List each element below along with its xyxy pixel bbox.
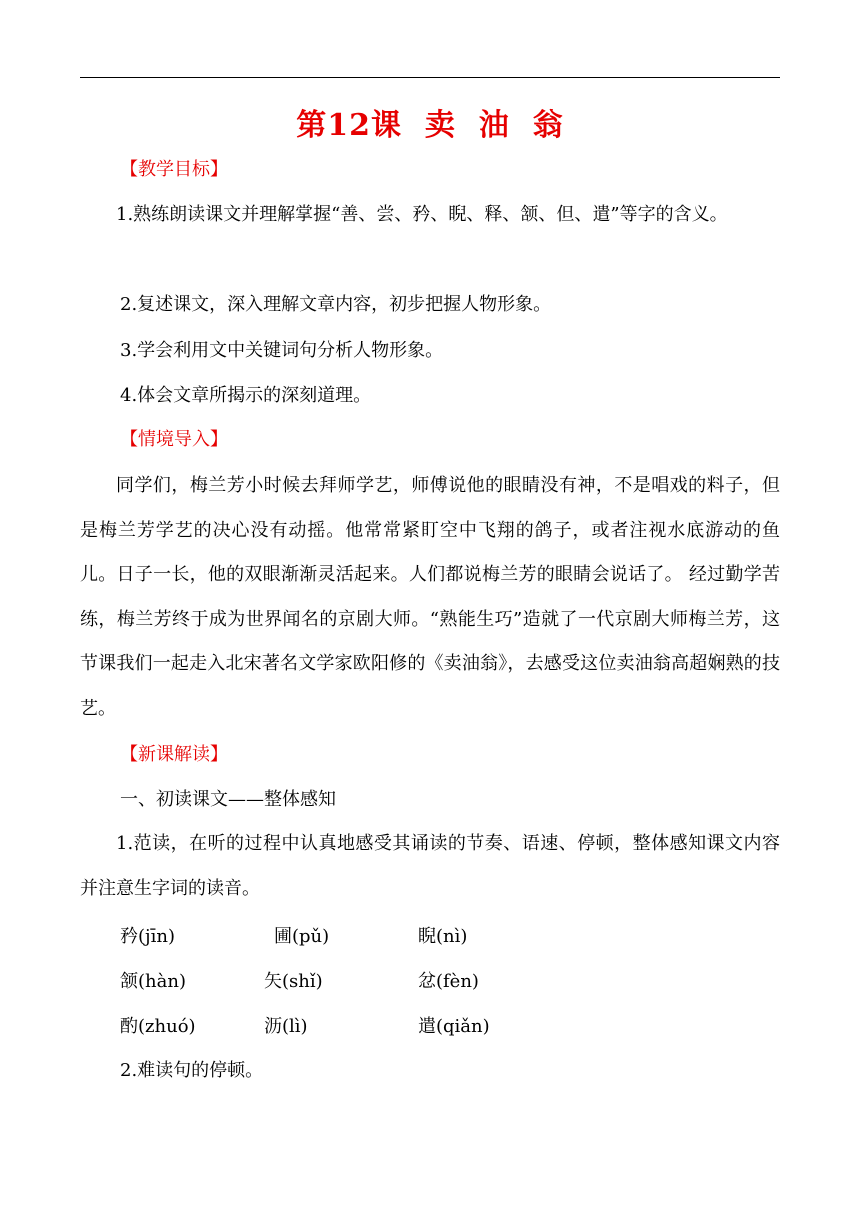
pinyin-item: 圃(pǔ)	[274, 926, 330, 947]
section-head-goals: 【教学目标】	[120, 159, 228, 180]
pinyin-item: 遣(qiǎn)	[418, 1016, 490, 1037]
pinyin-item: 酌(zhuó)	[120, 1016, 196, 1037]
step-1-text: 1.范读，在听的过程中认真地感受其诵读的节奏、语速、停顿，整体感知课文内容并注意生字词的读音。	[80, 833, 780, 899]
pinyin-item: 沥(lì)	[264, 1016, 308, 1037]
pinyin-item: 矜(jīn)	[120, 926, 175, 947]
intro-paragraph: 同学们，梅兰芳小时候去拜师学艺，师傅说他的眼睛没有神，不是唱戏的料子，但是梅兰芳学艺的决心没有动摇。他常常紧盯空中飞翔的鸽子，或者注视水底游动的鱼儿。日子一长，他的双眼渐渐灵活起来。人们都说梅兰芳的眼睛会说话了。 经过勤学苦练，梅兰芳终于成为世界闻名的京剧大师。“熟能生巧”造就了一代京剧大师梅兰芳，这节课我们一起走入北宋著名文学家欧阳修的《卖油翁》，去感受这位卖油翁高超娴熟的技艺。	[80, 475, 780, 719]
section-head-new-lesson: 【新课解读】	[120, 744, 228, 765]
part-title: 一、初读课文——整体感知	[120, 789, 336, 810]
pinyin-item: 忿(fèn)	[418, 971, 479, 992]
step-2-text: 2.难读句的停顿。	[120, 1060, 264, 1081]
goal-item-3: 3.学会利用文中关键词句分析人物形象。	[120, 340, 444, 361]
lesson-title: 第12课 卖 油 翁	[296, 108, 564, 143]
pinyin-item: 睨(nì)	[418, 926, 468, 947]
pinyin-item: 颔(hàn)	[120, 971, 186, 992]
pinyin-item: 矢(shǐ)	[264, 971, 323, 992]
header-rule	[80, 77, 780, 78]
goal-item-1: 1.熟练朗读课文并理解掌握“善、尝、矜、睨、释、颔、但、遣”等字的含义。	[116, 204, 728, 225]
goal-item-2: 2.复述课文，深入理解文章内容，初步把握人物形象。	[120, 294, 552, 315]
goal-item-4: 4.体会文章所揭示的深刻道理。	[120, 385, 372, 406]
section-head-intro: 【情境导入】	[120, 429, 228, 450]
